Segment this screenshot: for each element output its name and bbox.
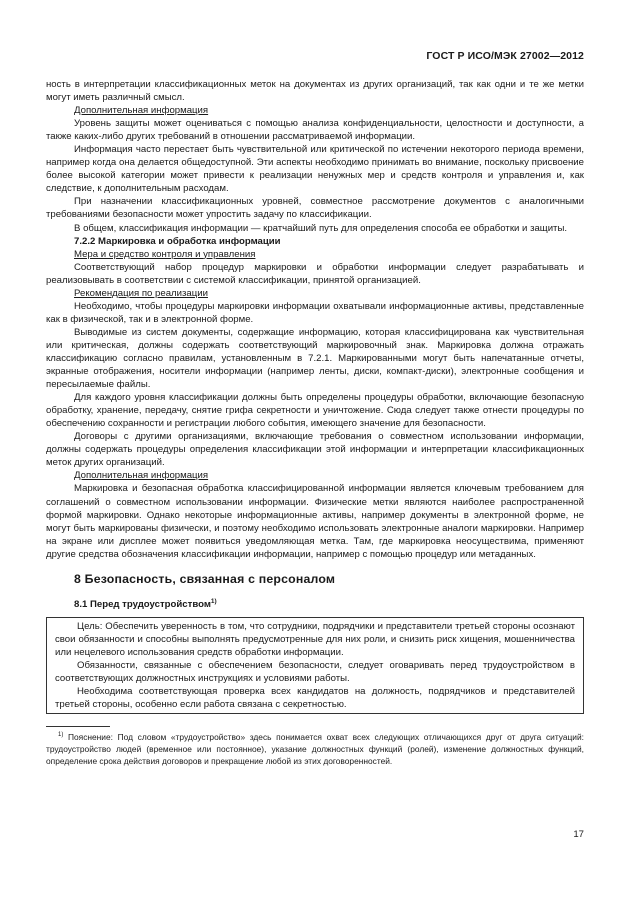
heading-text: 8.1 Перед трудоустройством [74, 598, 211, 610]
objective-box [46, 617, 584, 714]
paragraph: Необходимо, чтобы процедуры маркировки информации охватывали информационные активы, представленные как в физической, так и в электронной форме. [46, 300, 584, 325]
section-heading-8: 8 Безопасность, связанная с персоналом [74, 571, 336, 586]
subheading-measure: Мера и средство контроля и управления [74, 248, 256, 260]
paragraph: Выводимые из систем документы, содержащие информацию, которая классифицирована как чувствительная или критическая, должны содержать соответствующий маркировочный знак. Маркировка должна отражать классификацию согласно правилам, установленным в 7.2.1. Маркированными могут быть напечатанные отчеты, экранные отображения, носители информации (например ленты, диски, компакт-диски), электронные сообщения и пересылаемые файлы. [46, 326, 584, 391]
paragraph: Информация часто перестает быть чувствительной или критической по истечении некоторого периода времени, например когда она делается общедоступной. Эти аспекты необходимо принимать во внимание, поскольку присвоение более высокой категории может привести к реализации ненужных мер и средств контроля и управления и, как следствие, к дополнительным расходам. [46, 144, 584, 195]
section-heading-8-1 [46, 595, 584, 611]
paragraph: При назначении классификационных уровней, совместное рассмотрение документов с аналогичными требованиями безопасности может упростить задачу по классификации. [46, 196, 584, 221]
footnote-marker: 1) [58, 732, 64, 739]
footnote-divider [46, 726, 110, 727]
footnote-ref: 1) [210, 597, 217, 605]
paragraph: Уровень защиты может оцениваться с помощью анализа конфиденциальности, целостности и доступности, а также каких-либо других требований в отношении рассматриваемой информации. [46, 118, 584, 143]
footnote-text: Пояснение: Под словом «трудоустройство» здесь понимается охват всех следующих отличающихся друг от друга ситуаций: трудоустройство людей (временное или постоянное), указание должностных функций (ролей), изменение должностных функций, определение срока действия договоров и прекращение любой из этих договоренностей. [46, 732, 584, 767]
paragraph: Соответствующий набор процедур маркировки и обработки информации следует разрабатывать и реализовывать в соответствии с системой классификации, принятой организацией. [46, 261, 584, 286]
paragraph: Для каждого уровня классификации должны быть определены процедуры обработки, включающие безопасную обработку, хранение, передачу, снятие грифа секретности и уничтожение. Сюда следует также отнести процедуры по обеспечению сохранности и регистрации любого события, имеющего значение для безопасности. [46, 392, 584, 430]
paragraph: Договоры с другими организациями, включающие требования о совместном использовании информации, должны содержать процедуры определения классификации этой информации и интерпретации классификационных меток других организаций. [46, 431, 584, 469]
paragraph: В общем, классификация информации — кратчайший путь для определения способа ее обработки и защиты. [74, 222, 568, 234]
box-paragraph: Цель: Обеспечить уверенность в том, что сотрудники, подрядчики и представители третьей стороны осознают свои обязанности и способны выполнять предусмотренные для них роли, и снизить риск хищения, мошенничества или нецелевого использования средств обработки информации. [55, 621, 575, 659]
box-paragraph: Обязанности, связанные с обеспечением безопасности, следует оговаривать перед трудоустройством в соответствующих должностных инструкциях и условиями работы. [55, 660, 575, 685]
footnote [46, 729, 584, 767]
section-heading-7-2-2: 7.2.2 Маркировка и обработка информации [74, 235, 281, 247]
paragraph: ность в интерпретации классификационных меток на документах из других организаций, так как одни и те же метки могут иметь различный смысл. [46, 79, 584, 104]
subheading-recommendation: Рекомендация по реализации [74, 287, 208, 299]
page-number: 17 [573, 829, 584, 840]
subheading-additional-info: Дополнительная информация [74, 470, 209, 482]
paragraph: Маркировка и безопасная обработка классифицированной информации является ключевым требованием для соглашений о совместном использовании информации. Физические метки являются наиболее распространенной формой маркировки. Однако некоторые информационные активы, например документы в электронной форме, не могут быть маркированы физически, и поэтому необходимо использовать электронные аналоги маркировки. Например на экране или дисплее может появиться уведомляющая метка. Там, где маркировка неосуществима, применяют другие средства обозначения классификации информации, например с помощью процедур или метаданных. [46, 483, 584, 560]
box-paragraph: Необходима соответствующая проверка всех кандидатов на должность, подрядчиков и представителей третьей стороны, особенно если работа связана с секретностью. [55, 686, 575, 711]
page-content [46, 78, 584, 767]
page-header: ГОСТ Р ИСО/МЭК 27002—2012 [426, 50, 584, 62]
subheading-additional-info: Дополнительная информация [74, 105, 209, 117]
